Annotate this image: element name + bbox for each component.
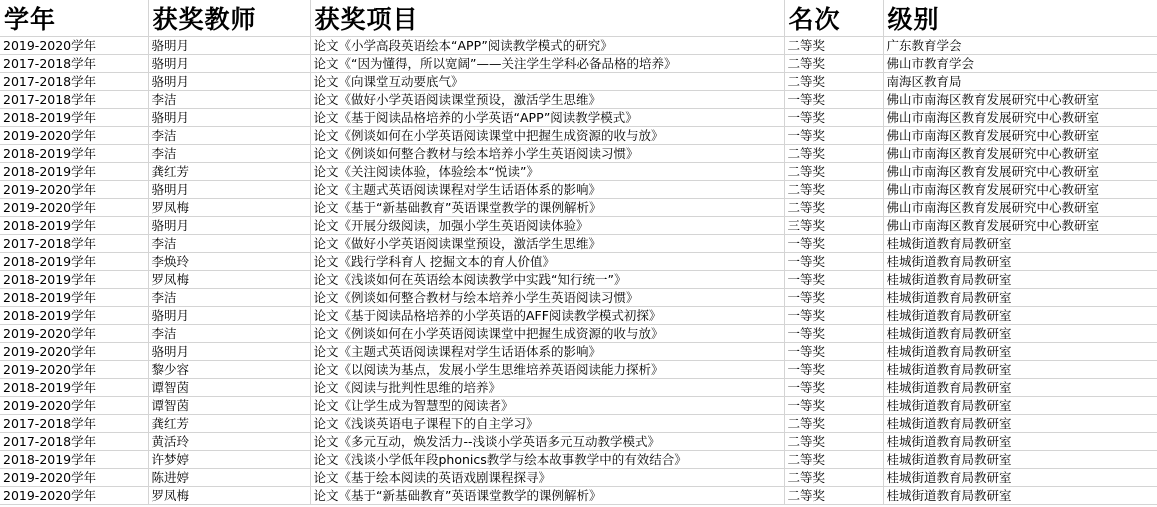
cell-rank[interactable]: 二等奖 xyxy=(784,145,883,163)
cell-project[interactable]: 论文《以阅读为基点，发展小学生思维培养英语阅读能力探析》 xyxy=(310,361,784,379)
cell-teacher[interactable]: 李洁 xyxy=(148,289,310,307)
table-row xyxy=(0,235,1157,253)
cell-level[interactable]: 桂城街道教育局教研室 xyxy=(883,289,1157,307)
cell-teacher[interactable]: 许梦婷 xyxy=(148,451,310,469)
cell-rank[interactable]: 一等奖 xyxy=(784,361,883,379)
cell-teacher[interactable]: 黄活玲 xyxy=(148,433,310,451)
cell-level[interactable]: 桂城街道教育局教研室 xyxy=(883,361,1157,379)
table-row xyxy=(0,379,1157,397)
cell-school-year[interactable]: 2017-2018学年 xyxy=(0,55,148,73)
cell-teacher[interactable]: 骆明月 xyxy=(148,73,310,91)
cell-level[interactable]: 佛山市南海区教育发展研究中心教研室 xyxy=(883,109,1157,127)
cell-school-year[interactable]: 2017-2018学年 xyxy=(0,235,148,253)
cell-rank[interactable]: 一等奖 xyxy=(784,109,883,127)
cell-rank[interactable]: 一等奖 xyxy=(784,91,883,109)
header-teacher[interactable]: 获奖教师 xyxy=(148,0,310,37)
table-row xyxy=(0,343,1157,361)
table-row xyxy=(0,487,1157,505)
cell-level[interactable]: 桂城街道教育局教研室 xyxy=(883,469,1157,487)
table-row xyxy=(0,217,1157,235)
cell-teacher[interactable]: 骆明月 xyxy=(148,343,310,361)
cell-level[interactable]: 南海区教育局 xyxy=(883,73,1157,91)
table-row xyxy=(0,433,1157,451)
cell-level[interactable]: 佛山市南海区教育发展研究中心教研室 xyxy=(883,217,1157,235)
cell-project[interactable]: 论文《基于“新基础教育”英语课堂教学的课例解析》 xyxy=(310,199,784,217)
cell-rank[interactable]: 二等奖 xyxy=(784,451,883,469)
cell-teacher[interactable]: 骆明月 xyxy=(148,55,310,73)
header-project[interactable]: 获奖项目 xyxy=(310,0,784,37)
table-row xyxy=(0,253,1157,271)
cell-rank[interactable]: 一等奖 xyxy=(784,127,883,145)
cell-school-year[interactable]: 2017-2018学年 xyxy=(0,433,148,451)
cell-rank[interactable]: 一等奖 xyxy=(784,325,883,343)
cell-school-year[interactable]: 2019-2020学年 xyxy=(0,469,148,487)
cell-level[interactable]: 桂城街道教育局教研室 xyxy=(883,487,1157,505)
cell-project[interactable]: 论文《基于绘本阅读的英语戏剧课程探寻》 xyxy=(310,469,784,487)
table-row xyxy=(0,325,1157,343)
table-row xyxy=(0,37,1157,55)
cell-teacher[interactable]: 骆明月 xyxy=(148,37,310,55)
cell-rank[interactable]: 二等奖 xyxy=(784,469,883,487)
cell-rank[interactable]: 一等奖 xyxy=(784,235,883,253)
cell-rank[interactable]: 二等奖 xyxy=(784,415,883,433)
cell-rank[interactable]: 二等奖 xyxy=(784,73,883,91)
cell-rank[interactable]: 二等奖 xyxy=(784,37,883,55)
table-row xyxy=(0,289,1157,307)
cell-level[interactable]: 桂城街道教育局教研室 xyxy=(883,325,1157,343)
table-row xyxy=(0,469,1157,487)
cell-school-year[interactable]: 2019-2020学年 xyxy=(0,343,148,361)
cell-level[interactable]: 桂城街道教育局教研室 xyxy=(883,415,1157,433)
cell-level[interactable]: 佛山市教育学会 xyxy=(883,55,1157,73)
cell-teacher[interactable]: 龚红芳 xyxy=(148,163,310,181)
cell-school-year[interactable]: 2018-2019学年 xyxy=(0,451,148,469)
cell-project[interactable]: 论文《基于“新基础教育”英语课堂教学的课例解析》 xyxy=(310,487,784,505)
cell-rank[interactable]: 一等奖 xyxy=(784,289,883,307)
cell-rank[interactable]: 二等奖 xyxy=(784,163,883,181)
header-school-year[interactable]: 学年 xyxy=(0,0,148,37)
cell-rank[interactable]: 一等奖 xyxy=(784,343,883,361)
header-rank[interactable]: 名次 xyxy=(784,0,883,37)
cell-level[interactable]: 桂城街道教育局教研室 xyxy=(883,343,1157,361)
cell-project[interactable]: 论文《阅读与批判性思维的培养》 xyxy=(310,379,784,397)
cell-teacher[interactable]: 骆明月 xyxy=(148,307,310,325)
table-row xyxy=(0,397,1157,415)
cell-rank[interactable]: 二等奖 xyxy=(784,433,883,451)
cell-project[interactable]: 论文《浅谈小学低年段phonics教学与绘本故事教学中的有效结合》 xyxy=(310,451,784,469)
cell-teacher[interactable]: 龚红芳 xyxy=(148,415,310,433)
cell-rank[interactable]: 二等奖 xyxy=(784,199,883,217)
cell-teacher[interactable]: 罗凤梅 xyxy=(148,199,310,217)
cell-project[interactable]: 论文《践行学科育人 挖掘文本的育人价值》 xyxy=(310,253,784,271)
cell-school-year[interactable]: 2018-2019学年 xyxy=(0,289,148,307)
cell-level[interactable]: 桂城街道教育局教研室 xyxy=(883,379,1157,397)
cell-rank[interactable]: 一等奖 xyxy=(784,397,883,415)
cell-teacher[interactable]: 谭智茵 xyxy=(148,397,310,415)
cell-rank[interactable]: 一等奖 xyxy=(784,271,883,289)
table-row xyxy=(0,73,1157,91)
cell-rank[interactable]: 一等奖 xyxy=(784,307,883,325)
cell-school-year[interactable]: 2018-2019学年 xyxy=(0,307,148,325)
cell-teacher[interactable]: 李洁 xyxy=(148,91,310,109)
table-row xyxy=(0,415,1157,433)
header-row xyxy=(0,0,1157,37)
cell-teacher[interactable]: 骆明月 xyxy=(148,181,310,199)
cell-level[interactable]: 桂城街道教育局教研室 xyxy=(883,253,1157,271)
cell-project[interactable]: 论文《“因为懂得，所以宽阔”——关注学生学科必备品格的培养》 xyxy=(310,55,784,73)
cell-level[interactable]: 桂城街道教育局教研室 xyxy=(883,271,1157,289)
cell-school-year[interactable]: 2019-2020学年 xyxy=(0,487,148,505)
cell-project[interactable]: 论文《关注阅读体验，体验绘本“悦读”》 xyxy=(310,163,784,181)
cell-project[interactable]: 论文《做好小学英语阅读课堂预设，激活学生思维》 xyxy=(310,91,784,109)
cell-rank[interactable]: 二等奖 xyxy=(784,55,883,73)
cell-school-year[interactable]: 2018-2019学年 xyxy=(0,253,148,271)
cell-teacher[interactable]: 李洁 xyxy=(148,145,310,163)
cell-level[interactable]: 桂城街道教育局教研室 xyxy=(883,397,1157,415)
cell-project[interactable]: 论文《做好小学英语阅读课堂预设，激活学生思维》 xyxy=(310,235,784,253)
cell-level[interactable]: 佛山市南海区教育发展研究中心教研室 xyxy=(883,199,1157,217)
cell-project[interactable]: 论文《小学高段英语绘本“APP”阅读教学模式的研究》 xyxy=(310,37,784,55)
header-level[interactable]: 级别 xyxy=(883,0,1157,37)
cell-school-year[interactable]: 2018-2019学年 xyxy=(0,163,148,181)
cell-level[interactable]: 佛山市南海区教育发展研究中心教研室 xyxy=(883,91,1157,109)
cell-level[interactable]: 佛山市南海区教育发展研究中心教研室 xyxy=(883,163,1157,181)
cell-teacher[interactable]: 李洁 xyxy=(148,235,310,253)
cell-teacher[interactable]: 陈进婷 xyxy=(148,469,310,487)
table-row xyxy=(0,307,1157,325)
cell-project[interactable]: 论文《例谈如何整合教材与绘本培养小学生英语阅读习惯》 xyxy=(310,289,784,307)
cell-project[interactable]: 论文《主题式英语阅读课程对学生话语体系的影响》 xyxy=(310,181,784,199)
cell-project[interactable]: 论文《例谈如何整合教材与绘本培养小学生英语阅读习惯》 xyxy=(310,145,784,163)
cell-school-year[interactable]: 2019-2020学年 xyxy=(0,127,148,145)
cell-rank[interactable]: 二等奖 xyxy=(784,181,883,199)
cell-project[interactable]: 论文《浅谈英语电子课程下的自主学习》 xyxy=(310,415,784,433)
cell-teacher[interactable]: 罗凤梅 xyxy=(148,271,310,289)
cell-project[interactable]: 论文《基于阅读品格培养的小学英语的AFF阅读教学模式初探》 xyxy=(310,307,784,325)
cell-project[interactable]: 论文《向课堂互动要底气》 xyxy=(310,73,784,91)
cell-rank[interactable]: 二等奖 xyxy=(784,487,883,505)
cell-level[interactable]: 佛山市南海区教育发展研究中心教研室 xyxy=(883,145,1157,163)
cell-project[interactable]: 论文《浅谈如何在英语绘本阅读教学中实践“知行统一”》 xyxy=(310,271,784,289)
cell-teacher[interactable]: 李洁 xyxy=(148,325,310,343)
cell-rank[interactable]: 三等奖 xyxy=(784,217,883,235)
cell-project[interactable]: 论文《基于阅读品格培养的小学英语“APP”阅读教学模式》 xyxy=(310,109,784,127)
cell-rank[interactable]: 一等奖 xyxy=(784,379,883,397)
table-row xyxy=(0,145,1157,163)
cell-teacher[interactable]: 骆明月 xyxy=(148,217,310,235)
cell-level[interactable]: 佛山市南海区教育发展研究中心教研室 xyxy=(883,127,1157,145)
cell-level[interactable]: 桂城街道教育局教研室 xyxy=(883,307,1157,325)
table-row xyxy=(0,199,1157,217)
cell-school-year[interactable]: 2019-2020学年 xyxy=(0,361,148,379)
table-row xyxy=(0,55,1157,73)
table-row xyxy=(0,109,1157,127)
cell-project[interactable]: 论文《例谈如何在小学英语阅读课堂中把握生成资源的收与放》 xyxy=(310,127,784,145)
cell-school-year[interactable]: 2018-2019学年 xyxy=(0,109,148,127)
cell-rank[interactable]: 一等奖 xyxy=(784,253,883,271)
cell-school-year[interactable]: 2018-2019学年 xyxy=(0,217,148,235)
table-row xyxy=(0,271,1157,289)
cell-school-year[interactable]: 2018-2019学年 xyxy=(0,379,148,397)
cell-teacher[interactable]: 骆明月 xyxy=(148,109,310,127)
cell-school-year[interactable]: 2019-2020学年 xyxy=(0,325,148,343)
cell-teacher[interactable]: 李焕玲 xyxy=(148,253,310,271)
cell-level[interactable]: 广东教育学会 xyxy=(883,37,1157,55)
cell-level[interactable]: 佛山市南海区教育发展研究中心教研室 xyxy=(883,181,1157,199)
cell-school-year[interactable]: 2017-2018学年 xyxy=(0,73,148,91)
table-row xyxy=(0,451,1157,469)
cell-teacher[interactable]: 黎少容 xyxy=(148,361,310,379)
cell-project[interactable]: 论文《例谈如何在小学英语阅读课堂中把握生成资源的收与放》 xyxy=(310,325,784,343)
cell-school-year[interactable]: 2017-2018学年 xyxy=(0,415,148,433)
cell-teacher[interactable]: 罗凤梅 xyxy=(148,487,310,505)
cell-school-year[interactable]: 2019-2020学年 xyxy=(0,199,148,217)
table-row xyxy=(0,181,1157,199)
cell-school-year[interactable]: 2019-2020学年 xyxy=(0,397,148,415)
cell-school-year[interactable]: 2018-2019学年 xyxy=(0,271,148,289)
cell-level[interactable]: 桂城街道教育局教研室 xyxy=(883,235,1157,253)
cell-school-year[interactable]: 2019-2020学年 xyxy=(0,37,148,55)
cell-project[interactable]: 论文《开展分级阅读，加强小学生英语阅读体验》 xyxy=(310,217,784,235)
cell-school-year[interactable]: 2019-2020学年 xyxy=(0,181,148,199)
cell-school-year[interactable]: 2018-2019学年 xyxy=(0,145,148,163)
cell-teacher[interactable]: 李洁 xyxy=(148,127,310,145)
table-row xyxy=(0,127,1157,145)
cell-project[interactable]: 论文《让学生成为智慧型的阅读者》 xyxy=(310,397,784,415)
cell-school-year[interactable]: 2017-2018学年 xyxy=(0,91,148,109)
cell-teacher[interactable]: 谭智茵 xyxy=(148,379,310,397)
cell-project[interactable]: 论文《主题式英语阅读课程对学生话语体系的影响》 xyxy=(310,343,784,361)
table-row xyxy=(0,361,1157,379)
cell-project[interactable]: 论文《多元互动，焕发活力--浅谈小学英语多元互动教学模式》 xyxy=(310,433,784,451)
table-row xyxy=(0,91,1157,109)
cell-level[interactable]: 桂城街道教育局教研室 xyxy=(883,451,1157,469)
table-row xyxy=(0,163,1157,181)
cell-level[interactable]: 桂城街道教育局教研室 xyxy=(883,433,1157,451)
